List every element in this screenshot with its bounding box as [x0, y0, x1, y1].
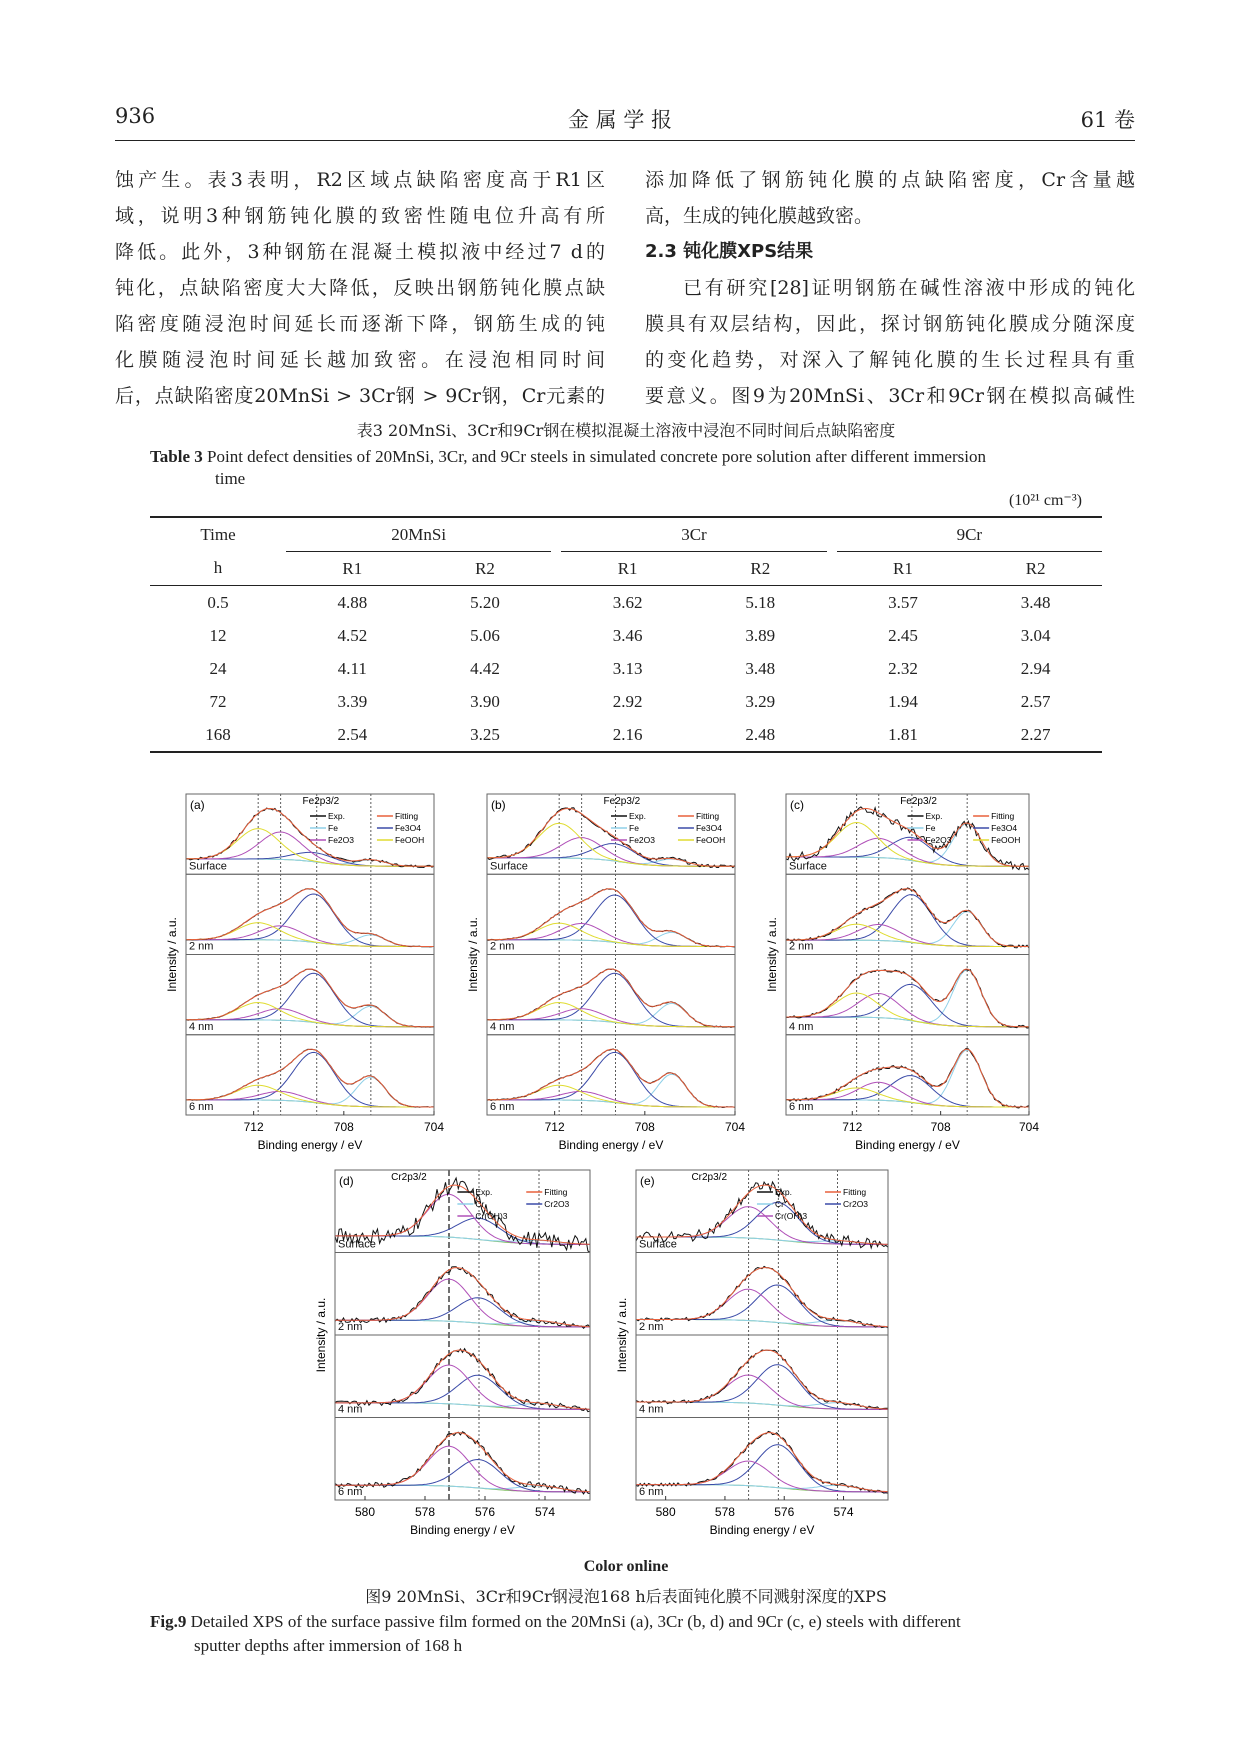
legend-entry: FeOOH [394, 835, 425, 845]
text-line: 陷密度随浸泡时间延长而逐渐下降，钢筋生成的钝 [115, 313, 605, 335]
value-cell: 3.29 [745, 691, 776, 711]
component-line-fe3o4 [487, 895, 735, 947]
component-line-fe2o3 [186, 1092, 434, 1108]
value-cell: 1.94 [888, 691, 918, 711]
component-line-fe [186, 1077, 434, 1107]
fitting-line [186, 889, 434, 947]
x-tick-label: 712 [544, 1120, 565, 1134]
x-tick-label: 574 [833, 1505, 854, 1519]
component-line-feooh [487, 1003, 735, 1027]
panel-label: (c) [790, 798, 804, 812]
legend-entry: Fitting [695, 811, 720, 821]
background-line [786, 1100, 1029, 1107]
x-tick-label: 712 [243, 1120, 264, 1134]
x-tick-label: 580 [354, 1505, 376, 1519]
volume-label: 61 卷 [1080, 108, 1135, 132]
x-axis-label: Binding energy / eV [558, 1138, 664, 1152]
sub-header: R2 [1025, 558, 1046, 578]
fitting-line [335, 1433, 590, 1492]
table-unit: (10²¹ cm⁻³) [1008, 492, 1082, 509]
panel-label: (b) [491, 798, 506, 812]
component-line-fe [786, 970, 1029, 1027]
depth-label: 6 nm [189, 1101, 214, 1113]
value-cell: 3.04 [1020, 625, 1051, 645]
depth-subplot-frame [786, 1035, 1029, 1115]
value-cell: 3.57 [888, 592, 918, 612]
value-cell: 2.92 [612, 691, 643, 711]
depth-subplot-frame [186, 874, 434, 954]
time-cell: 72 [209, 691, 227, 711]
legend-entry: Fe [925, 823, 936, 833]
component-line-croh3 [636, 1461, 888, 1492]
figure-caption-cont: sputter depths after immersion of 168 h [194, 1636, 463, 1655]
legend-entry: Cr2O3 [544, 1199, 570, 1209]
time-header: Time [200, 524, 236, 544]
y-axis-label: Intensity / a.u. [615, 1297, 629, 1373]
right-column [645, 162, 1135, 414]
experimental-line [636, 1350, 888, 1409]
table-row [150, 718, 1102, 752]
spectrum-title: Cr2p3/2 [691, 1172, 728, 1183]
sub-header: R1 [893, 558, 913, 578]
sub-header: R1 [617, 558, 638, 578]
legend-entry: Exp. [925, 811, 943, 821]
depth-label: Surface [639, 1238, 677, 1251]
value-cell: 4.11 [337, 658, 367, 678]
value-cell: 3.25 [470, 724, 500, 744]
x-axis-label: Binding energy / eV [257, 1138, 363, 1152]
y-axis-label: Intensity / a.u. [466, 917, 480, 992]
depth-label: 4 nm [789, 1020, 814, 1033]
legend-entry: Exp. [328, 811, 346, 821]
depth-label: Surface [338, 1238, 376, 1251]
component-line-cr [636, 1320, 888, 1327]
legend-entry: Fitting [394, 811, 419, 821]
component-line-feooh [786, 1088, 1029, 1107]
table-caption-cont: time [215, 469, 246, 488]
experimental-line [186, 969, 434, 1027]
y-axis-label: Intensity / a.u. [165, 917, 179, 992]
sub-header: R1 [342, 558, 363, 578]
xps-panel-c [760, 792, 1049, 1163]
legend-entry: Exp. [774, 1187, 792, 1197]
x-tick-label: 708 [333, 1120, 354, 1134]
fitting-line [335, 1350, 590, 1409]
text-line: 要意义。图9为20MnSi、3Cr和9Cr钢在模拟高碱性 [645, 385, 1135, 407]
fitting-line [487, 889, 735, 947]
xps-panel-d [309, 1168, 610, 1548]
experimental-line [186, 889, 434, 947]
table-caption-en [150, 446, 1102, 490]
x-axis-label: Binding energy / eV [410, 1523, 515, 1537]
section-heading: 2.3 钝化膜XPS结果 [645, 241, 814, 262]
component-line-cr [636, 1402, 888, 1409]
depth-label: 2 nm [338, 1321, 363, 1333]
group-header: 3Cr [561, 517, 826, 552]
x-tick-label: 712 [842, 1120, 863, 1134]
legend-entry: Cr [774, 1199, 784, 1209]
depth-label: 2 nm [639, 1321, 664, 1333]
time-cell: 12 [209, 625, 227, 645]
value-cell: 3.62 [612, 592, 643, 612]
sub-header: R2 [475, 558, 495, 578]
legend-entry: Exp. [475, 1187, 493, 1197]
text-line: 蚀产生。表3表明，R2区域点缺陷密度高于R1区 [115, 169, 605, 191]
component-line-fe [186, 1006, 434, 1026]
legend-entry: Cr(OH)3 [475, 1211, 508, 1221]
figure-caption-text: Detailed XPS of the surface passive film formed on the 20MnSi (a), 3Cr (b, d) and 9Cr (c, e) steels with different [186, 1612, 961, 1631]
depth-label: Surface [789, 860, 827, 873]
text-line: 化膜随浸泡时间延长越加致密。在浸泡相同时间 [115, 349, 605, 371]
component-line-fe2o3 [487, 1092, 735, 1108]
depth-label: 4 nm [490, 1020, 515, 1033]
value-cell: 5.06 [470, 625, 500, 645]
depth-subplot-frame [186, 1035, 434, 1115]
legend-entry: Fe2O3 [925, 835, 952, 845]
table-block [150, 420, 1102, 753]
text-line: 域，说明3种钢筋钝化膜的致密性随电位升高有所 [115, 205, 605, 227]
depth-label: 2 nm [490, 940, 515, 953]
x-axis-label: Binding energy / eV [709, 1523, 815, 1537]
value-cell: 3.13 [612, 658, 643, 678]
depth-label: 2 nm [189, 940, 214, 953]
table-row [150, 652, 1102, 685]
fitting-line [487, 1049, 735, 1107]
defect-density-table [150, 516, 1102, 753]
depth-label: 4 nm [639, 1403, 664, 1416]
table-caption-cn: 表3 20MnSi、3Cr和9Cr钢在模拟混凝土溶液中浸泡不同时间后点缺陷密度 [356, 421, 896, 440]
table-label: Table 3 [150, 447, 203, 466]
value-cell: 2.94 [1020, 658, 1051, 678]
spectrum-title: Fe2p3/2 [603, 796, 641, 807]
experimental-line [636, 1432, 888, 1494]
y-axis-label: Intensity / a.u. [314, 1297, 328, 1373]
value-cell: 2.16 [612, 724, 643, 744]
value-cell: 3.48 [745, 658, 776, 678]
depth-label: Surface [189, 860, 227, 873]
x-tick-label: 708 [930, 1120, 951, 1134]
time-cell: 24 [209, 658, 227, 678]
figure-caption-en [150, 1610, 1102, 1658]
x-tick-label: 578 [714, 1505, 735, 1519]
value-cell: 2.57 [1020, 691, 1051, 711]
component-line-fe3o4 [487, 973, 735, 1026]
xps-panel-b [461, 792, 755, 1163]
text-line: 已有研究[28]证明钢筋在碱性溶液中形成的钝化 [683, 277, 1135, 299]
header-rule [115, 140, 1135, 141]
component-line-cr [636, 1485, 888, 1492]
legend-entry: Fitting [843, 1187, 867, 1197]
sub-header: R2 [750, 558, 771, 578]
legend-entry: Fitting [991, 811, 1015, 821]
text-line: 后，点缺陷密度20MnSi > 3Cr钢 > 9Cr钢，Cr元素的 [115, 385, 605, 407]
journal-title: 金 属 学 报 [567, 108, 673, 132]
component-line-fe2o3 [186, 1009, 434, 1027]
depth-label: 4 nm [338, 1403, 363, 1416]
value-cell: 2.27 [1020, 724, 1051, 744]
figure-caption-cn: 图9 20MnSi、3Cr和9Cr钢浸泡168 h后表面钝化膜不同溅射深度的XPS [365, 1587, 887, 1606]
component-line-cr2o3 [636, 1365, 888, 1410]
component-line-fe [487, 1074, 735, 1107]
depth-label: 6 nm [639, 1486, 664, 1498]
fitting-line [335, 1268, 590, 1327]
depth-label: 2 nm [789, 940, 814, 953]
value-cell: 5.20 [470, 592, 500, 612]
y-axis-label: Intensity / a.u. [765, 917, 779, 992]
text-line: 膜具有双层结构，因此，探讨钢筋钝化膜成分随深度 [645, 313, 1135, 335]
legend-entry: Fe2O3 [629, 835, 655, 845]
value-cell: 3.46 [612, 625, 643, 645]
fitting-line [786, 889, 1029, 947]
experimental-line [487, 969, 735, 1027]
x-tick-label: 578 [414, 1505, 436, 1519]
x-tick-label: 576 [774, 1505, 795, 1519]
depth-subplot-frame [335, 1418, 590, 1501]
legend-entry: FeOOH [991, 835, 1021, 845]
x-tick-label: 704 [1018, 1120, 1040, 1134]
time-cell: 0.5 [207, 592, 229, 612]
component-line-fe3o4 [186, 973, 434, 1026]
legend-entry: FeOOH [695, 835, 726, 845]
value-cell: 2.32 [888, 658, 918, 678]
value-cell: 2.54 [337, 724, 368, 744]
page-number: 936 [115, 104, 156, 128]
fitting-line [636, 1268, 888, 1327]
depth-label: Surface [490, 860, 528, 873]
value-cell: 2.45 [888, 625, 918, 645]
value-cell: 3.89 [745, 625, 776, 645]
x-tick-label: 576 [474, 1505, 496, 1519]
fitting-line [786, 969, 1029, 1027]
component-line-fe3o4 [186, 894, 434, 947]
fitting-line [786, 1049, 1029, 1107]
x-tick-label: 708 [634, 1120, 655, 1134]
figure-label: Fig.9 [150, 1612, 187, 1631]
depth-label: 6 nm [789, 1101, 814, 1113]
xps-panel-e [610, 1168, 908, 1548]
depth-subplot-frame [335, 1253, 590, 1336]
experimental-line [335, 1267, 590, 1329]
group-header: 20MnSi [286, 517, 551, 552]
legend-entry: Exp. [629, 811, 647, 821]
left-column [115, 162, 605, 414]
background-line [636, 1402, 888, 1410]
table-row [150, 586, 1102, 620]
value-cell: 1.81 [888, 724, 918, 744]
text-line: 的变化趋势，对深入了解钝化膜的生长过程具有重 [645, 349, 1135, 371]
component-line-fe2o3 [186, 926, 434, 947]
xps-panel-a [160, 792, 454, 1163]
x-tick-label: 704 [423, 1120, 445, 1134]
text-line: 降低。此外，3种钢筋在混凝土模拟液中经过7 d的 [115, 241, 605, 263]
component-line-cr2o3 [636, 1285, 888, 1327]
table-caption-text: Point defect densities of 20MnSi, 3Cr, and 9Cr steels in simulated concrete pore solution after different immersion [202, 447, 986, 466]
panel-label: (d) [339, 1174, 354, 1188]
x-tick-label: 704 [724, 1120, 746, 1134]
background-line [786, 1017, 1029, 1027]
panel-label: (a) [190, 798, 205, 812]
x-tick-label: 574 [534, 1505, 556, 1519]
table-row [150, 685, 1102, 718]
value-cell: 4.42 [470, 658, 500, 678]
legend-entry: Cr(OH)3 [774, 1211, 808, 1221]
legend-entry: Fe3O4 [695, 823, 722, 833]
component-line-cr2o3 [335, 1298, 590, 1327]
value-cell: 3.48 [1020, 592, 1051, 612]
x-axis-label: Binding energy / eV [855, 1138, 960, 1152]
value-cell: 3.39 [337, 691, 368, 711]
fitting-line [186, 1049, 434, 1107]
background-line [636, 1320, 888, 1328]
legend-entry: Fitting [544, 1187, 568, 1197]
legend-entry: Cr2O3 [843, 1199, 869, 1209]
experimental-line [487, 889, 735, 947]
value-cell: 4.52 [337, 625, 368, 645]
table-row [150, 619, 1102, 652]
legend-entry: Cr [475, 1199, 485, 1209]
value-cell: 3.90 [470, 691, 500, 711]
legend-entry: Fe [328, 823, 338, 833]
depth-subplot-frame [487, 1035, 735, 1115]
legend-entry: Fe3O4 [394, 823, 421, 833]
experimental-line [335, 1432, 590, 1494]
value-cell: 2.48 [745, 724, 776, 744]
depth-subplot-frame [786, 955, 1029, 1035]
legend-entry: Fe3O4 [991, 823, 1018, 833]
x-tick-label: 580 [655, 1505, 676, 1519]
legend-entry: Fe2O3 [328, 835, 354, 845]
text-line: 添加降低了钢筋钝化膜的点缺陷密度，Cr含量越 [645, 169, 1135, 191]
spectrum-title: Cr2p3/2 [391, 1172, 427, 1183]
component-line-fe2o3 [487, 1009, 735, 1027]
depth-subplot-frame [636, 1418, 888, 1501]
value-cell: 5.18 [745, 592, 776, 612]
time-unit: h [213, 558, 223, 578]
depth-label: 6 nm [490, 1101, 515, 1113]
experimental-line [636, 1266, 888, 1328]
component-line-feooh [786, 993, 1029, 1027]
spectrum-title: Fe2p3/2 [900, 796, 937, 807]
depth-label: 6 nm [338, 1486, 363, 1498]
time-cell: 168 [205, 724, 231, 744]
depth-label: 4 nm [189, 1020, 214, 1033]
color-online-label: Color online [583, 1558, 669, 1575]
text-line: 钝化，点缺陷密度大大降低，反映出钢筋钝化膜点缺 [115, 277, 605, 299]
component-line-fe [786, 1050, 1029, 1107]
value-cell: 4.88 [337, 592, 368, 612]
text-line: 高，生成的钝化膜越致密。 [645, 205, 874, 227]
figure-caption-block [150, 1556, 1102, 1658]
spectrum-title: Fe2p3/2 [302, 796, 340, 807]
panel-label: (e) [640, 1174, 655, 1188]
depth-subplot-frame [487, 955, 735, 1035]
experimental-line [335, 1349, 590, 1412]
group-header: 9Cr [837, 517, 1102, 552]
legend-entry: Fe [629, 823, 639, 833]
